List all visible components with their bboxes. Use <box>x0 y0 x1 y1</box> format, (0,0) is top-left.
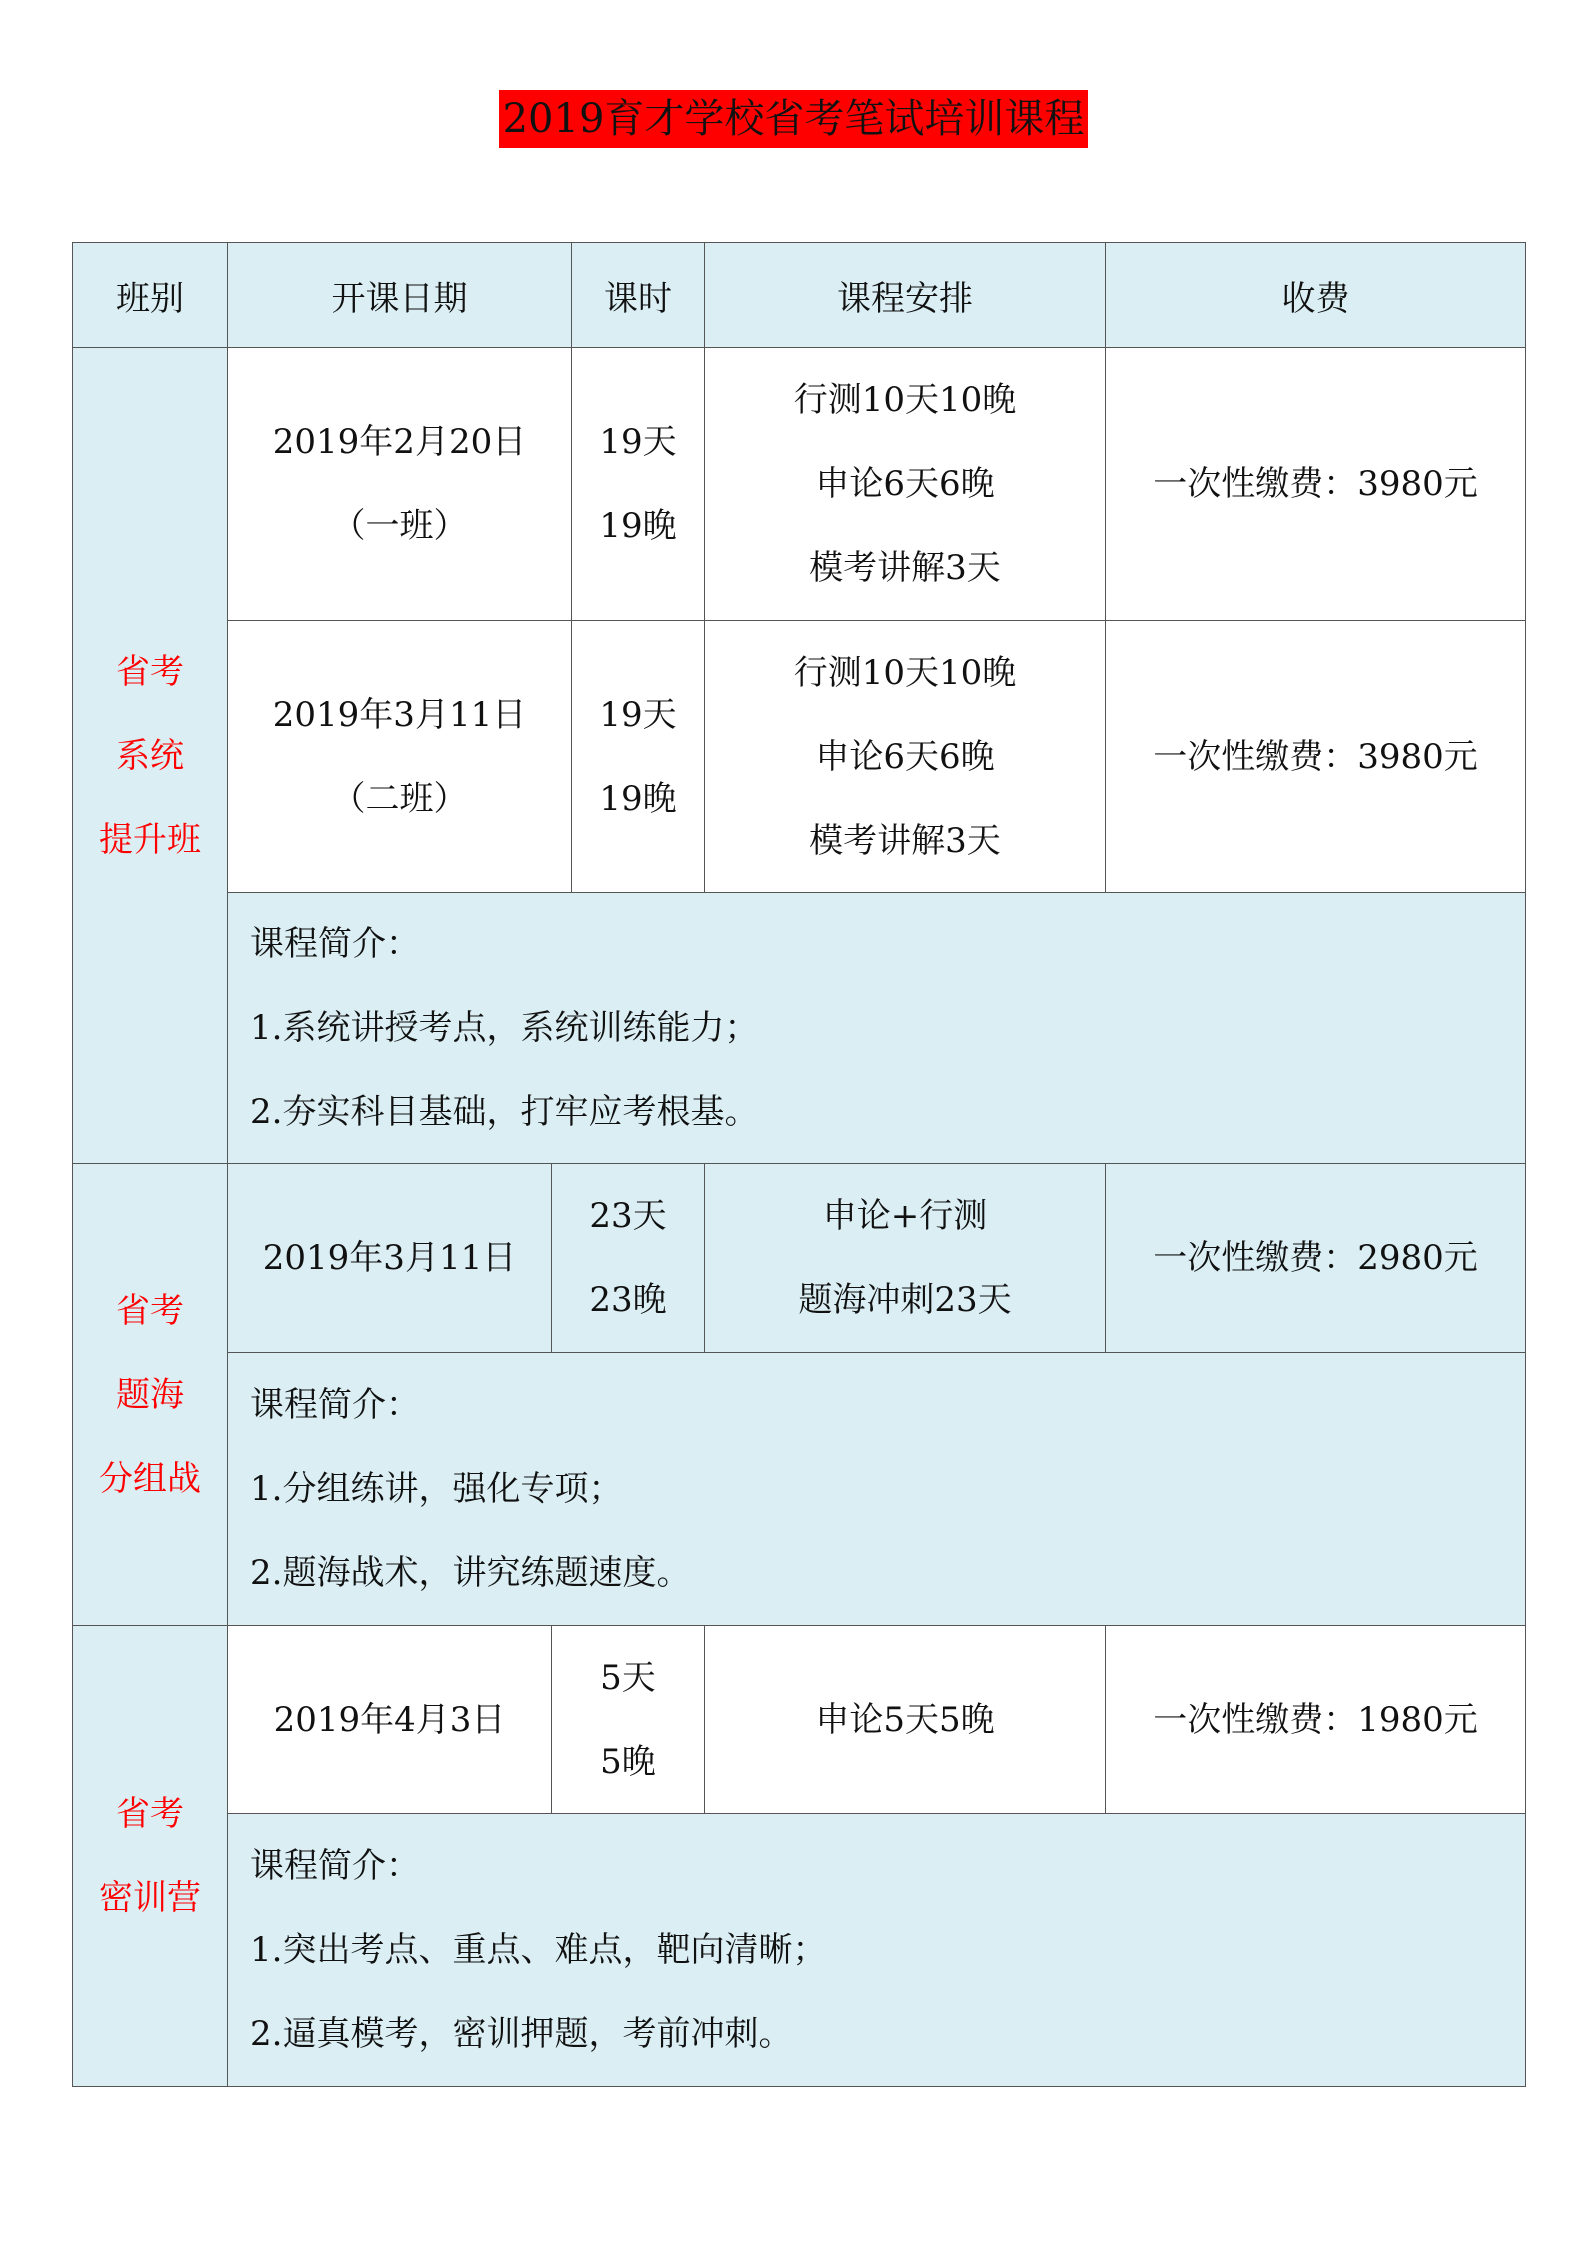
section-1-name: 省考 系统 提升班 <box>72 347 228 1164</box>
s3-intro: 课程简介： 1.突出考点、重点、难点，靶向清晰； 2.逼真模考，密训押题，考前冲刺。 <box>227 1813 1526 2087</box>
header-date: 开课日期 <box>227 242 572 348</box>
s1-row1-hours: 19天 19晚 <box>571 347 705 621</box>
s1-row2-schedule: 行测10天10晚 申论6天6晚 模考讲解3天 <box>704 620 1106 893</box>
s3-row1-hours: 5天 5晚 <box>551 1625 705 1814</box>
header-hours: 课时 <box>571 242 705 348</box>
header-fee: 收费 <box>1105 242 1526 348</box>
s1-row2-hours: 19天 19晚 <box>571 620 705 893</box>
s1-row2-date: 2019年3月11日 （二班） <box>227 620 572 893</box>
s2-intro: 课程简介： 1.分组练讲，强化专项； 2.题海战术，讲究练题速度。 <box>227 1352 1526 1626</box>
section-2-name: 省考 题海 分组战 <box>72 1163 228 1626</box>
header-class: 班别 <box>72 242 228 348</box>
s1-row1-schedule: 行测10天10晚 申论6天6晚 模考讲解3天 <box>704 347 1106 621</box>
page-title-wrap <box>0 90 1587 148</box>
s2-row1-fee: 一次性缴费：2980元 <box>1105 1163 1526 1353</box>
s3-row1-fee: 一次性缴费：1980元 <box>1105 1625 1526 1814</box>
s2-row1-hours: 23天 23晚 <box>551 1163 705 1353</box>
header-schedule: 课程安排 <box>704 242 1106 348</box>
s3-row1-date: 2019年4月3日 <box>227 1625 552 1814</box>
s1-row2-fee: 一次性缴费：3980元 <box>1105 620 1526 893</box>
s2-row1-schedule: 申论+行测 题海冲刺23天 <box>704 1163 1106 1353</box>
s2-row1-date: 2019年3月11日 <box>227 1163 552 1353</box>
s1-intro: 课程简介： 1.系统讲授考点，系统训练能力； 2.夯实科目基础，打牢应考根基。 <box>227 892 1526 1164</box>
section-3-name: 省考 密训营 <box>72 1625 228 2087</box>
page-title: 2019育才学校省考笔试培训课程 <box>499 90 1089 148</box>
s1-row1-date: 2019年2月20日 （一班） <box>227 347 572 621</box>
s1-row1-fee: 一次性缴费：3980元 <box>1105 347 1526 621</box>
s3-row1-schedule: 申论5天5晚 <box>704 1625 1106 1814</box>
